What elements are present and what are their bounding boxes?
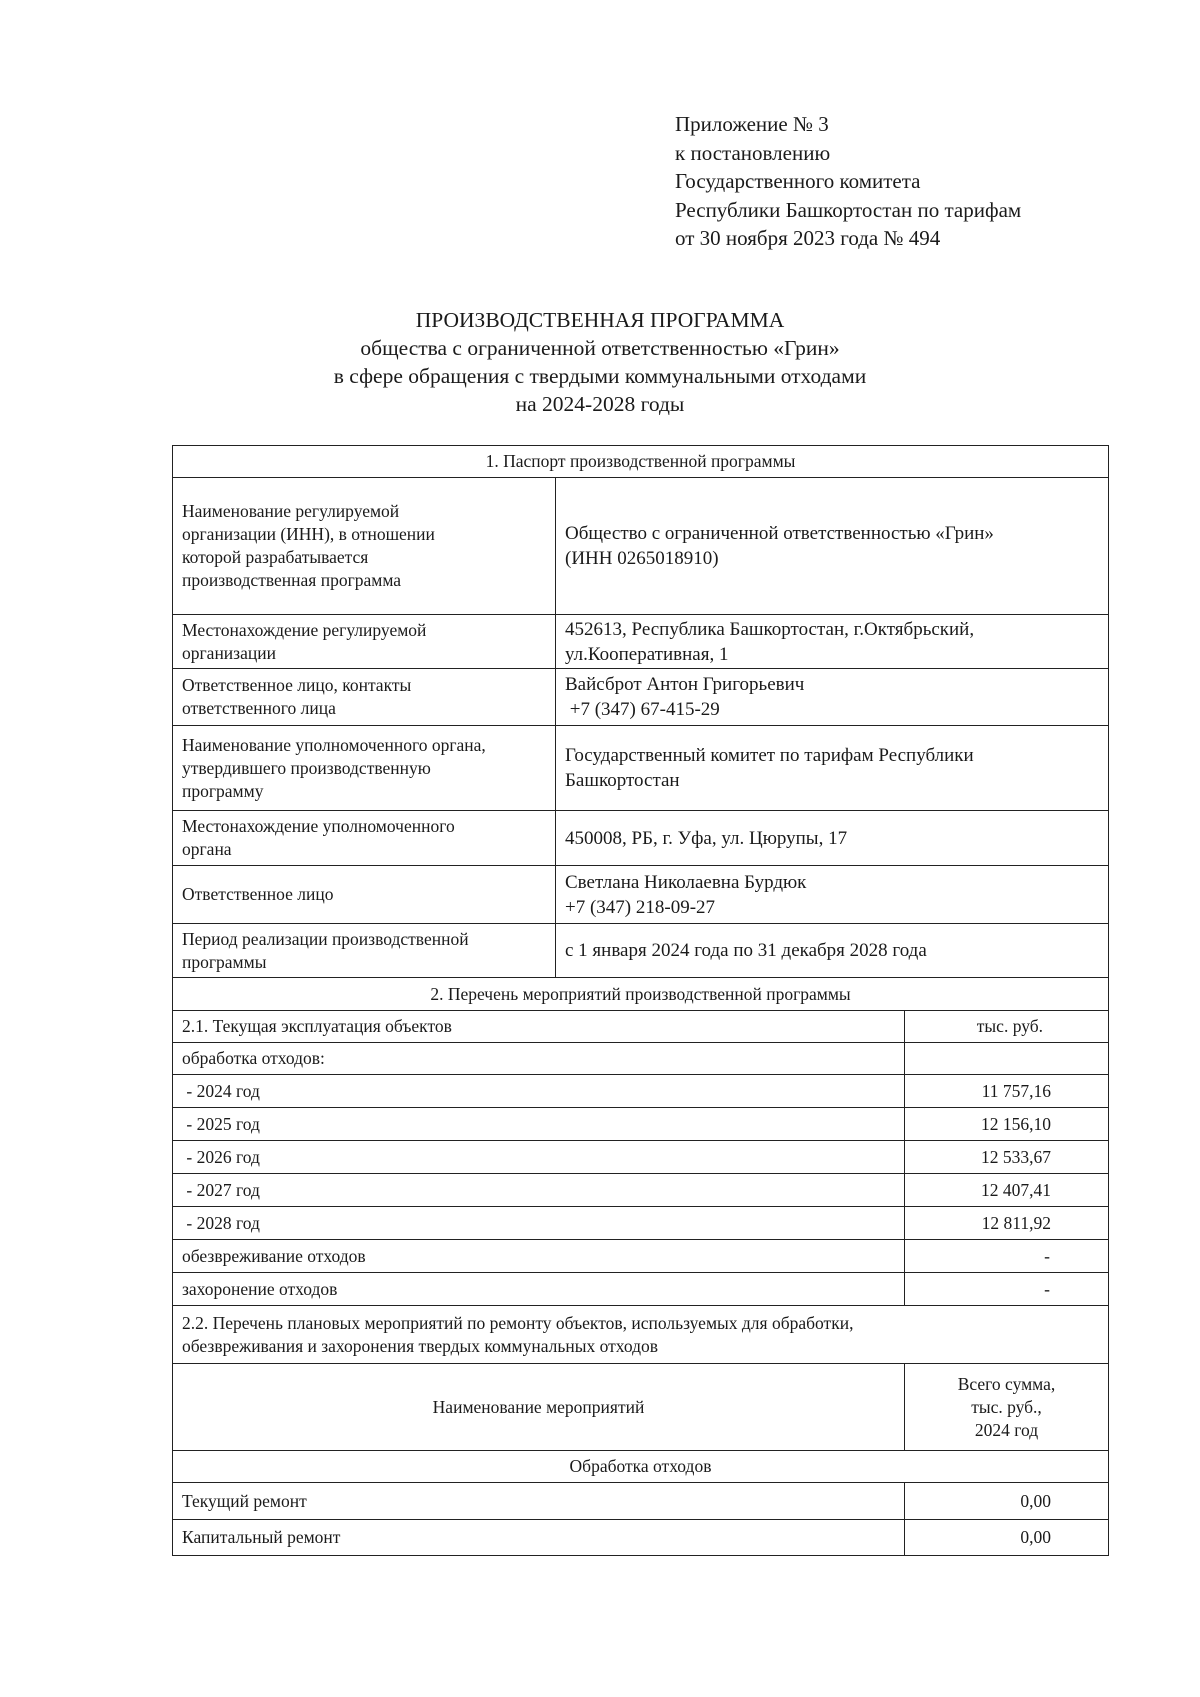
table-row bbox=[173, 726, 1109, 811]
table-row bbox=[173, 811, 1109, 866]
neutralization-label: обезвреживание отходов bbox=[173, 1240, 905, 1273]
col-name-header: Наименование мероприятий bbox=[173, 1364, 905, 1451]
passport-value: Государственный комитет по тарифам Республики Башкортостан bbox=[556, 726, 1109, 811]
table-row bbox=[173, 866, 1109, 924]
table-row bbox=[173, 615, 1109, 669]
title-line: ПРОИЗВОДСТВЕННАЯ ПРОГРАММА bbox=[415, 308, 785, 332]
activities-heading: 2. Перечень мероприятий производственной программы bbox=[173, 978, 1109, 1011]
title-line: в сфере обращения с твердыми коммунальными отходами bbox=[333, 364, 867, 388]
table-row bbox=[173, 1306, 1109, 1364]
year-label: - 2027 год bbox=[173, 1174, 905, 1207]
year-value: 12 533,67 bbox=[905, 1141, 1109, 1174]
title-line: общества с ограниченной ответственностью «Грин» bbox=[360, 336, 840, 360]
appendix-line: Республики Башкортостан по тарифам bbox=[675, 197, 1022, 222]
passport-value: Общество с ограниченной ответственностью «Грин» (ИНН 0265018910) bbox=[556, 478, 1109, 615]
col-sum-header: Всего сумма, тыс. руб., 2024 год bbox=[905, 1364, 1109, 1451]
repair-label: 2.2. Перечень плановых мероприятий по ремонту объектов, используемых для обработки, обезвреживания и захоронения твердых коммунальных отходов bbox=[173, 1306, 1109, 1364]
table-row bbox=[173, 1075, 1109, 1108]
burial-value: - bbox=[905, 1273, 1109, 1306]
table-row bbox=[173, 1273, 1109, 1306]
table-row bbox=[173, 1483, 1109, 1520]
burial-label: захоронение отходов bbox=[173, 1273, 905, 1306]
year-value: 12 407,41 bbox=[905, 1174, 1109, 1207]
table-row bbox=[173, 1043, 1109, 1075]
year-label: - 2028 год bbox=[173, 1207, 905, 1240]
appendix-header bbox=[675, 110, 1021, 253]
passport-heading: 1. Паспорт производственной программы bbox=[173, 446, 1109, 478]
passport-label: Наименование регулируемой организации (ИНН), в отношении которой разрабатывается производственная программа bbox=[173, 478, 556, 615]
program-table bbox=[172, 445, 1109, 1556]
year-value: 12 156,10 bbox=[905, 1108, 1109, 1141]
passport-heading-row bbox=[173, 446, 1109, 478]
unit-label: тыс. руб. bbox=[905, 1011, 1109, 1043]
appendix-line: Приложение № 3 bbox=[675, 112, 829, 136]
passport-value: 452613, Республика Башкортостан, г.Октябрьский, ул.Кооперативная, 1 bbox=[556, 615, 1109, 669]
operation-label: 2.1. Текущая эксплуатация объектов bbox=[173, 1011, 905, 1043]
passport-label: Ответственное лицо, контакты ответственного лица bbox=[173, 669, 556, 726]
passport-value: 450008, РБ, г. Уфа, ул. Цюрупы, 17 bbox=[556, 811, 1109, 866]
year-value: 11 757,16 bbox=[905, 1075, 1109, 1108]
section-label: Обработка отходов bbox=[173, 1451, 1109, 1483]
table-row bbox=[173, 1108, 1109, 1141]
table-row bbox=[173, 478, 1109, 615]
appendix-line: Государственного комитета bbox=[675, 169, 921, 193]
title-line: на 2024-2028 годы bbox=[515, 392, 685, 416]
passport-value: Вайсброт Антон Григорьевич +7 (347) 67-415-29 bbox=[556, 669, 1109, 726]
repair-row-label: Капитальный ремонт bbox=[173, 1520, 905, 1556]
year-label: - 2024 год bbox=[173, 1075, 905, 1108]
repair-row-value: 0,00 bbox=[905, 1483, 1109, 1520]
table-row bbox=[173, 1520, 1109, 1556]
section-row bbox=[173, 1451, 1109, 1483]
table-row bbox=[173, 1141, 1109, 1174]
processing-label: обработка отходов: bbox=[173, 1043, 905, 1075]
neutralization-value: - bbox=[905, 1240, 1109, 1273]
table-row bbox=[173, 1207, 1109, 1240]
passport-value: с 1 января 2024 года по 31 декабря 2028 года bbox=[556, 924, 1109, 978]
table-row bbox=[173, 669, 1109, 726]
year-value: 12 811,92 bbox=[905, 1207, 1109, 1240]
year-label: - 2026 год bbox=[173, 1141, 905, 1174]
activities-heading-row bbox=[173, 978, 1109, 1011]
passport-label: Наименование уполномоченного органа, утвердившего производственную программу bbox=[173, 726, 556, 811]
table-row bbox=[173, 1240, 1109, 1273]
passport-label: Местонахождение регулируемой организации bbox=[173, 615, 556, 669]
appendix-line: к постановлению bbox=[675, 140, 831, 165]
table-row bbox=[173, 924, 1109, 978]
passport-label: Период реализации производственной программы bbox=[173, 924, 556, 978]
passport-label: Местонахождение уполномоченного органа bbox=[173, 811, 556, 866]
passport-label: Ответственное лицо bbox=[173, 866, 556, 924]
year-label: - 2025 год bbox=[173, 1108, 905, 1141]
passport-value: Светлана Николаевна Бурдюк +7 (347) 218-09-27 bbox=[556, 866, 1109, 924]
document-title bbox=[0, 306, 1200, 418]
repair-row-value: 0,00 bbox=[905, 1520, 1109, 1556]
table-row bbox=[173, 1011, 1109, 1043]
appendix-line: от 30 ноября 2023 года № 494 bbox=[675, 226, 941, 250]
repair-header-row bbox=[173, 1364, 1109, 1451]
repair-row-label: Текущий ремонт bbox=[173, 1483, 905, 1520]
table-row bbox=[173, 1174, 1109, 1207]
